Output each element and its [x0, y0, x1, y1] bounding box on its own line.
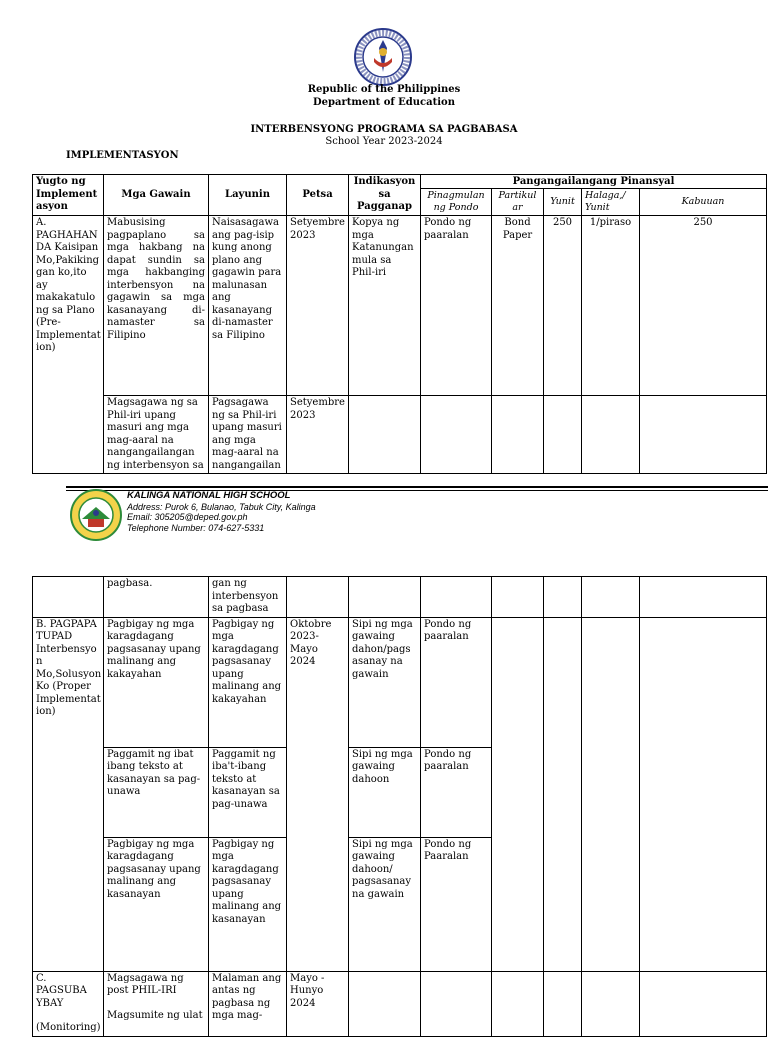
cell-empty	[640, 577, 767, 618]
footer-telephone: Telephone Number: 074-627-5331	[127, 522, 265, 533]
program-title: INTERBENSYONG PROGRAMA SA PAGBABASA	[250, 124, 518, 135]
cell-gawain: Mabusising pagpaplano sa mga hakbang na dapat sundin sa mga hakbanging interbensyon na gagawin sa mga kasanayang di-namaster sa Filipino	[104, 216, 209, 396]
cell-yugto	[33, 971, 104, 1036]
cell-empty	[349, 577, 421, 618]
table-row	[33, 577, 767, 618]
cell-gawain-line2: Magsumite ng ulat	[107, 1009, 203, 1021]
cell-empty	[582, 617, 640, 971]
header-pinagmulan: Pinagmulan ng Pondo	[421, 189, 492, 216]
cell-gawain: Paggamit ng ibat ibang teksto at kasanayan sa pag-unawa	[104, 747, 209, 837]
cell-empty	[492, 396, 544, 474]
cell-layunin: gan ng interbensyon sa pagbasa	[209, 577, 287, 618]
cell-pinagmulan: Pondo ng paaralan	[421, 747, 492, 837]
cell-petsa: Mayo - Hunyo 2024	[287, 971, 349, 1036]
header-petsa: Petsa	[287, 175, 349, 216]
footer-divider	[66, 486, 768, 488]
table-row	[33, 617, 767, 747]
school-year: School Year 2023-2024	[325, 136, 443, 147]
table-row	[33, 216, 767, 396]
republic-line: Republic of the Philippines	[307, 84, 461, 95]
cell-petsa: Setyembre 2023	[287, 216, 349, 396]
cell-indikasyon: Sipi ng mga gawaing dahon/pags asanay na gawain	[349, 617, 421, 747]
cell-partikular: Bond Paper	[492, 216, 544, 396]
cell-empty	[640, 971, 767, 1036]
table-row	[33, 971, 767, 1036]
cell-yugto: B. PAGPAPA TUPAD Interbensyo n Mo,Solusyon Ko (Proper Implementat ion)	[33, 617, 104, 971]
cell-empty	[544, 396, 582, 474]
cell-layunin: Pagsagawa ng sa Phil-iri upang masuri ang mga mag-aaral na nangangailan	[209, 396, 287, 474]
cell-empty	[421, 971, 492, 1036]
footer-address: Address: Purok 6, Bulanao, Tabuk City, Kalinga	[127, 501, 316, 512]
cell-empty	[349, 971, 421, 1036]
cell-yunit: 250	[544, 216, 582, 396]
cell-indikasyon: Sipi ng mga gawaing dahoon	[349, 747, 421, 837]
section-title: IMPLEMENTASYON	[66, 150, 179, 161]
cell-empty	[582, 971, 640, 1036]
header-layunin: Layunin	[209, 175, 287, 216]
cell-layunin: Naisasagawa ang pag-isip kung anong plano ang gagawin para malunasan ang kasanayang di-namaster sa Filipino	[209, 216, 287, 396]
footer-info	[127, 491, 316, 533]
cell-yugto: A. PAGHAHAN DA Kaisipan Mo,Pakiking gan ko,ito ay makakatulo ng sa Plano (Pre-Implementat ion)	[33, 216, 104, 474]
cell-empty	[33, 577, 104, 618]
cell-petsa: Setyembre 2023	[287, 396, 349, 474]
cell-indikasyon: Sipi ng mga gawaing dahoon/ pagsasanay na gawain	[349, 837, 421, 971]
cell-empty	[640, 617, 767, 971]
header-indikasyon: Indikasyon sa Pagganap	[349, 175, 421, 216]
cell-empty	[544, 971, 582, 1036]
cell-gawain-line1: Magsagawa ng post PHIL-IRI	[107, 972, 184, 996]
cell-gawain: Pagbigay ng mga karagdagang pagsasanay upang malinang ang kakayahan	[104, 617, 209, 747]
cell-gawain: Pagbigay ng mga karagdagang pagsasanay upang malinang ang kasanayan	[104, 837, 209, 971]
cell-empty	[640, 396, 767, 474]
cell-yugto-title: C. PAGSUBA YBAY	[36, 972, 87, 1009]
department-line: Department of Education	[313, 97, 455, 108]
cell-yugto-subtitle: (Monitoring)	[36, 1022, 101, 1033]
cell-empty	[582, 396, 640, 474]
cell-indikasyon: Kopya ng mga Katanungan mula sa Phil-iri	[349, 216, 421, 396]
cell-gawain: pagbasa.	[104, 577, 209, 618]
cell-empty	[582, 577, 640, 618]
footer-school-name: KALINGA NATIONAL HIGH SCHOOL	[127, 490, 291, 501]
cell-empty	[492, 577, 544, 618]
implementation-table-page1	[32, 174, 767, 474]
cell-pinagmulan: Pondo ng paaralan	[421, 216, 492, 396]
cell-layunin: Pagbigay ng mga karagdagang pagsasanay upang malinang ang kasanayan	[209, 837, 287, 971]
cell-gawain: Magsagawa ng sa Phil-iri upang masuri ang mga mag-aaral na nangangailangan ng interbensyon sa	[104, 396, 209, 474]
header-kabuuan: Kabuuan	[640, 189, 767, 216]
deped-seal-logo	[354, 28, 412, 86]
header-gawain: Mga Gawain	[104, 175, 209, 216]
cell-empty	[544, 617, 582, 971]
cell-petsa: Oktobre 2023- Mayo 2024	[287, 617, 349, 971]
cell-empty	[492, 617, 544, 971]
cell-pinagmulan: Pondo ng Paaralan	[421, 837, 492, 971]
cell-empty	[544, 577, 582, 618]
header-pinansyal: Pangangailangang Pinansyal	[421, 175, 767, 189]
header-yugto: Yugto ng Implement asyon	[33, 175, 104, 216]
header-yunit: Yunit	[544, 189, 582, 216]
cell-empty	[287, 577, 349, 618]
cell-pinagmulan: Pondo ng paaralan	[421, 617, 492, 747]
cell-gawain	[104, 971, 209, 1036]
cell-layunin: Paggamit ng iba't-ibang teksto at kasanayan sa pag-unawa	[209, 747, 287, 837]
header-partikular: Partikul ar	[492, 189, 544, 216]
cell-halaga: 1/piraso	[582, 216, 640, 396]
school-seal-logo	[70, 489, 122, 541]
cell-layunin: Pagbigay ng mga karagdagang pagsasanay upang malinang ang kakayahan	[209, 617, 287, 747]
header-halaga: Halaga,/ Yunit	[582, 189, 640, 216]
cell-empty	[421, 577, 492, 618]
implementation-table-page2	[32, 576, 767, 1037]
cell-empty	[492, 971, 544, 1036]
footer-email: Email: 305205@deped.gov.ph	[127, 512, 248, 522]
table-row	[33, 396, 767, 474]
cell-empty	[421, 396, 492, 474]
cell-empty	[349, 396, 421, 474]
cell-layunin: Malaman ang antas ng pagbasa ng mga mag-	[209, 971, 287, 1036]
cell-kabuuan: 250	[640, 216, 767, 396]
